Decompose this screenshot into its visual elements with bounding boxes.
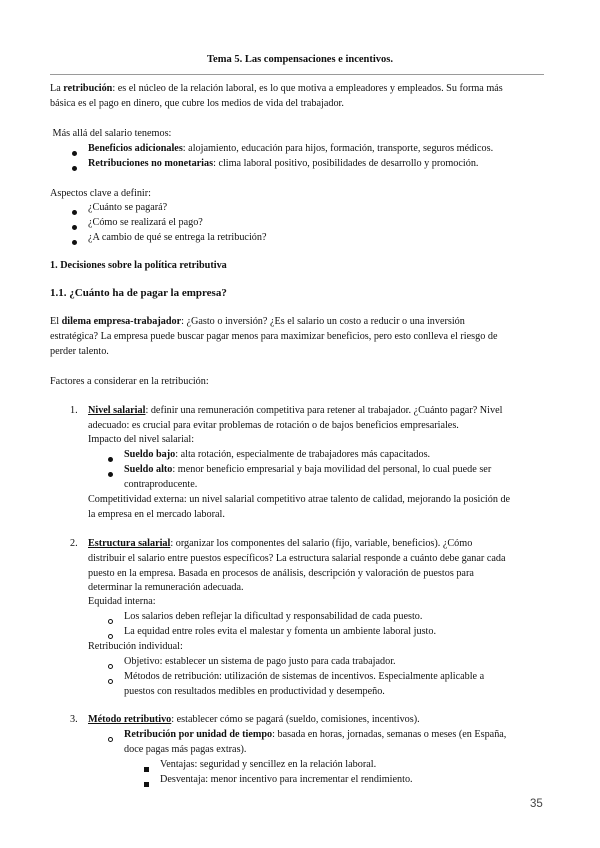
factor-2-line-4: determinar la remuneración adecuada. [88, 582, 244, 593]
bullet-icon [72, 151, 77, 156]
circle-bullet-icon [108, 664, 113, 669]
list-number: 1. [70, 405, 78, 416]
page-number: 35 [530, 798, 543, 810]
factor-2-line-2: distribuir el salario entre puestos específicos? La estructura salarial responde a cuánto debe ganar cada [88, 553, 506, 564]
bullet-icon [72, 166, 77, 171]
list-item-continuation: puestos con resultados medibles en productividad y desempeño. [124, 686, 385, 697]
circle-bullet-icon [108, 737, 113, 742]
bullet-icon [72, 240, 77, 245]
dilema-line-3: perder talento. [50, 346, 109, 357]
page-title: Tema 5. Las compensaciones e incentivos. [207, 54, 393, 65]
list-number: 3. [70, 714, 78, 725]
dilema-line-1: El dilema empresa-trabajador: ¿Gasto o inversión? ¿Es el salario un costo a reducir o una inversión [50, 316, 465, 327]
factor-1-line-1: Nivel salarial: definir una remuneración competitiva para retener al trabajador. ¿Cuánto pagar? Nivel [88, 405, 503, 416]
intro-line-2: básica es el pago en dinero, que cubre los medios de vida del trabajador. [50, 98, 344, 109]
square-bullet-icon [144, 767, 149, 772]
factors-heading: Factores a considerar en la retribución: [50, 376, 209, 387]
circle-bullet-icon [108, 619, 113, 624]
factor-1-impact: Impacto del nivel salarial: [88, 434, 195, 445]
intro-line-1: La retribución: es el núcleo de la relación laboral, es lo que motiva a empleadores y empleados. Su forma más [50, 83, 503, 94]
bullet-icon [108, 457, 113, 462]
section-heading-1-1: 1.1. ¿Cuánto ha de pagar la empresa? [50, 287, 227, 299]
bullet-icon [72, 210, 77, 215]
bullet-icon [108, 472, 113, 477]
factor-1-comp-1: Competitividad externa: un nivel salarial competitivo atrae talento de calidad, mejorando la posición de [88, 494, 511, 505]
list-item-continuation: contraproducente. [124, 479, 198, 490]
factor-2-line-3: puesto en la empresa. Basada en procesos de análisis, descripción y valoración de puestos para [88, 568, 474, 579]
factor-2-line-1: Estructura salarial: organizar los componentes del salario (fijo, variable, beneficios). ¿Cómo [88, 538, 473, 549]
square-bullet-icon [144, 782, 149, 787]
beyond-heading: Más allá del salario tenemos: [50, 128, 172, 139]
title-divider [50, 74, 544, 75]
aspects-heading: Aspectos clave a definir: [50, 188, 151, 199]
factor-1-line-2: adecuado: es crucial para evitar problemas de rotación o de bajos beneficios empresariales. [88, 420, 459, 431]
factor-2-equity: Equidad interna: [88, 596, 156, 607]
factor-2-individual: Retribución individual: [88, 641, 183, 652]
circle-bullet-icon [108, 679, 113, 684]
bullet-icon [72, 225, 77, 230]
list-item-continuation: doce pagas más pagas extras). [124, 744, 247, 755]
factor-1-comp-2: la empresa en el mercado laboral. [88, 509, 225, 520]
dilema-line-2: estratégica? La empresa puede buscar pagar menos para maximizar beneficios, pero esto conlleva el riesgo de [50, 331, 498, 342]
section-heading-1: 1. Decisiones sobre la política retributiva [50, 260, 227, 271]
factor-3-line-1: Método retributivo: establecer cómo se pagará (sueldo, comisiones, incentivos). [88, 714, 420, 725]
list-number: 2. [70, 538, 78, 549]
